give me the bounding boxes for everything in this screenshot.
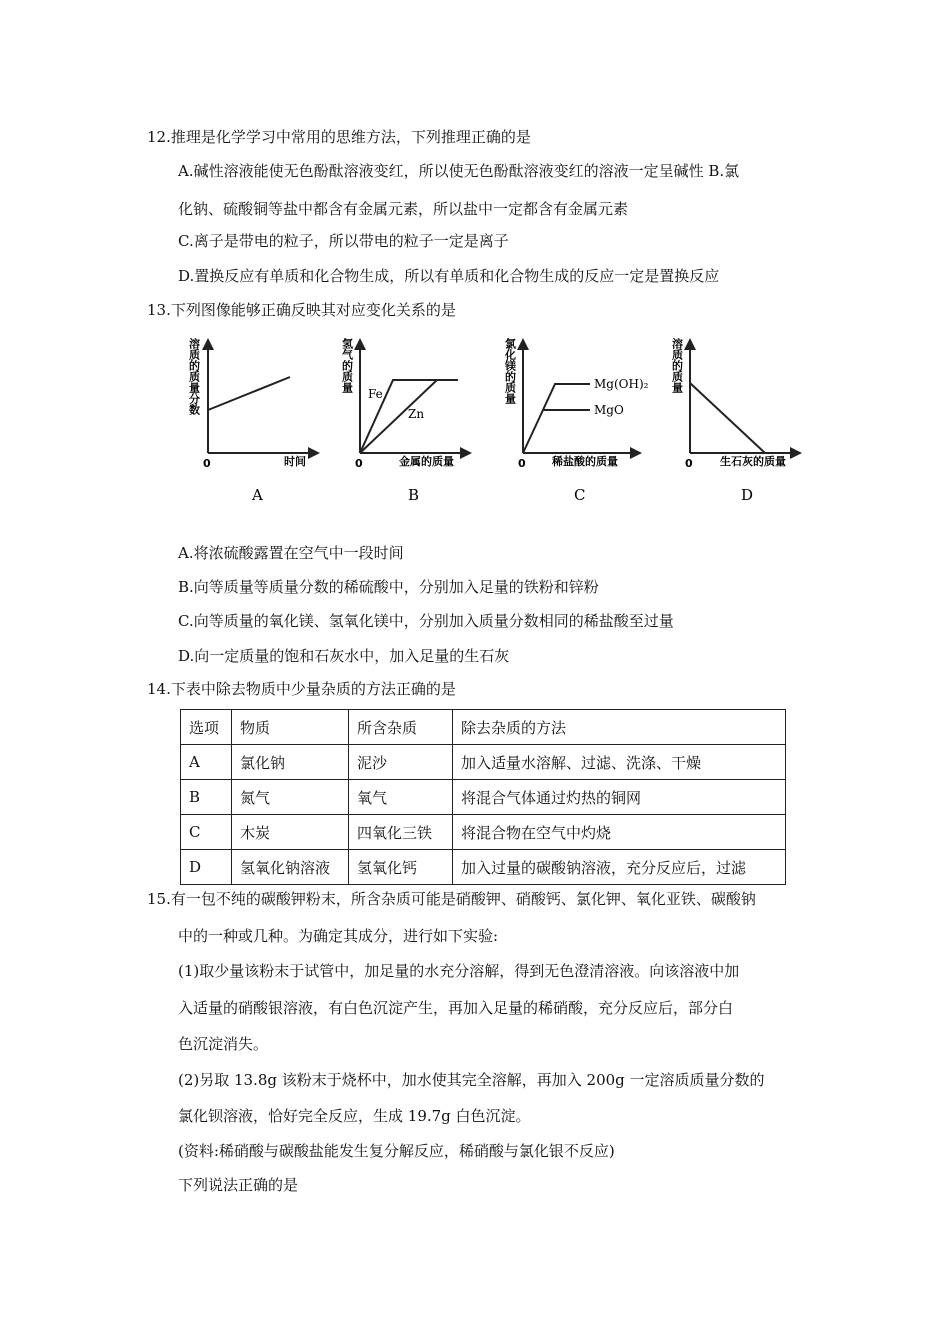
q13-option-a: A.将浓硫酸露置在空气中一段时间 <box>178 544 404 562</box>
graph-d-ylabel: 溶质的质量 <box>670 338 684 393</box>
q15-stem-line2: 中的一种或几种。为确定其成分，进行如下实验: <box>178 927 499 945</box>
q13-option-b: B.向等质量等质量分数的稀硫酸中，分别加入足量的铁粉和锌粉 <box>178 578 599 596</box>
graph-b-label: B <box>408 486 420 504</box>
table-header-cell: 所含杂质 <box>349 710 453 745</box>
table-cell: 泥沙 <box>349 745 453 780</box>
graph-a-origin: 0 <box>203 457 211 470</box>
table-header-row <box>181 710 786 745</box>
table-row <box>181 745 786 780</box>
table-row <box>181 815 786 850</box>
graph-b-fe-label: Fe <box>368 387 383 401</box>
q13-graphs-figure <box>187 330 810 510</box>
table-row <box>181 850 786 885</box>
graph-c-mgoh2-label: Mg(OH)₂ <box>594 377 649 391</box>
graph-d-xlabel: 生石灰的质量 <box>720 455 786 468</box>
table-cell: 加入过量的碳酸钠溶液，充分反应后，过滤 <box>453 850 786 885</box>
graph-d-origin: 0 <box>685 457 693 470</box>
graph-d-line <box>690 383 765 453</box>
table-cell: 木炭 <box>232 815 349 850</box>
table-cell: D <box>181 850 232 885</box>
q13-stem: 13.下列图像能够正确反映其对应变化关系的是 <box>147 301 456 319</box>
q12-option-c: C.离子是带电的粒子，所以带电的粒子一定是离子 <box>178 232 509 250</box>
graph-b-ylabel: 氢气的质量 <box>340 338 354 393</box>
table-cell: 加入适量水溶解、过滤、洗涤、干燥 <box>453 745 786 780</box>
q15-note: (资料:稀硝酸与碳酸盐能发生复分解反应，稀硝酸与氯化银不反应) <box>178 1142 615 1160</box>
graph-a-ylabel: 溶质的质量分数 <box>187 338 201 415</box>
table-header-cell: 物质 <box>232 710 349 745</box>
graph-c-xlabel: 稀盐酸的质量 <box>552 455 618 468</box>
graph-b-origin: 0 <box>355 457 363 470</box>
q12-stem: 12.推理是化学学习中常用的思维方法，下列推理正确的是 <box>147 128 531 146</box>
graph-c-ylabel: 氯化镁的质量 <box>503 338 517 404</box>
graph-d-label: D <box>741 486 754 504</box>
q14-table <box>180 709 786 885</box>
table-cell: B <box>181 780 232 815</box>
graph-c-mgo-label: MgO <box>594 403 624 417</box>
q15-experiment2-line1: (2)另取 13.8g 该粉末于烧杯中，加水使其完全溶解，再加入 200g 一定溶质质量分数的 <box>178 1071 765 1089</box>
graph-c-origin: 0 <box>518 457 526 470</box>
q13-graphs <box>187 330 810 510</box>
q15-experiment1-line2: 入适量的硝酸银溶液，有白色沉淀产生，再加入足量的稀硝酸，充分反应后，部分白 <box>178 999 734 1017</box>
table-cell: 氧气 <box>349 780 453 815</box>
q13-option-c: C.向等质量的氧化镁、氢氧化镁中，分别加入质量分数相同的稀盐酸至过量 <box>178 612 674 630</box>
table-cell: 四氧化三铁 <box>349 815 453 850</box>
graph-a-xlabel: 时间 <box>284 455 306 468</box>
q14-stem: 14.下表中除去物质中少量杂质的方法正确的是 <box>147 680 456 698</box>
q15-ask: 下列说法正确的是 <box>178 1176 299 1194</box>
graph-a-axes <box>208 340 318 453</box>
graph-a-label: A <box>252 486 263 504</box>
graph-d-axes <box>690 340 800 453</box>
table-cell: 将混合气体通过灼热的铜网 <box>453 780 786 815</box>
q12-option-d: D.置换反应有单质和化合物生成，所以有单质和化合物生成的反应一定是置换反应 <box>178 267 720 285</box>
q12-option-b-continued: 化钠、硫酸铜等盐中都含有金属元素，所以盐中一定都含有金属元素 <box>178 200 629 218</box>
q15-experiment1-line3: 色沉淀消失。 <box>178 1035 269 1053</box>
table-cell: 氢氧化钙 <box>349 850 453 885</box>
graph-b-zn-label: Zn <box>408 407 425 421</box>
q15-stem-line1: 15.有一包不纯的碳酸钾粉末，所含杂质可能是硝酸钾、硝酸钙、氯化钾、氧化亚铁、碳酸钠 <box>147 890 756 908</box>
table-cell: 将混合物在空气中灼烧 <box>453 815 786 850</box>
q13-option-d: D.向一定质量的饱和石灰水中，加入足量的生石灰 <box>178 647 510 665</box>
table-cell: 氯化钠 <box>232 745 349 780</box>
table-cell: A <box>181 745 232 780</box>
graph-c-axes <box>523 340 640 453</box>
q15-experiment1-line1: (1)取少量该粉末于试管中，加足量的水充分溶解，得到无色澄清溶液。向该溶液中加 <box>178 962 740 980</box>
table-cell: 氢氧化钠溶液 <box>232 850 349 885</box>
q15-experiment2-line2: 氯化钡溶液，恰好完全反应，生成 19.7g 白色沉淀。 <box>178 1107 531 1125</box>
graph-c-mgoh2-curve <box>523 384 590 453</box>
table-header-cell: 选项 <box>181 710 232 745</box>
q12-option-a: A.碱性溶液能使无色酚酞溶液变红，所以使无色酚酞溶液变红的溶液一定呈碱性 B.氯 <box>178 162 740 180</box>
table-row <box>181 780 786 815</box>
table-header-cell: 除去杂质的方法 <box>453 710 786 745</box>
table-cell: 氮气 <box>232 780 349 815</box>
graph-c-label: C <box>574 486 586 504</box>
table-cell: C <box>181 815 232 850</box>
graph-a-line <box>208 377 290 410</box>
graph-b-xlabel: 金属的质量 <box>399 455 454 468</box>
